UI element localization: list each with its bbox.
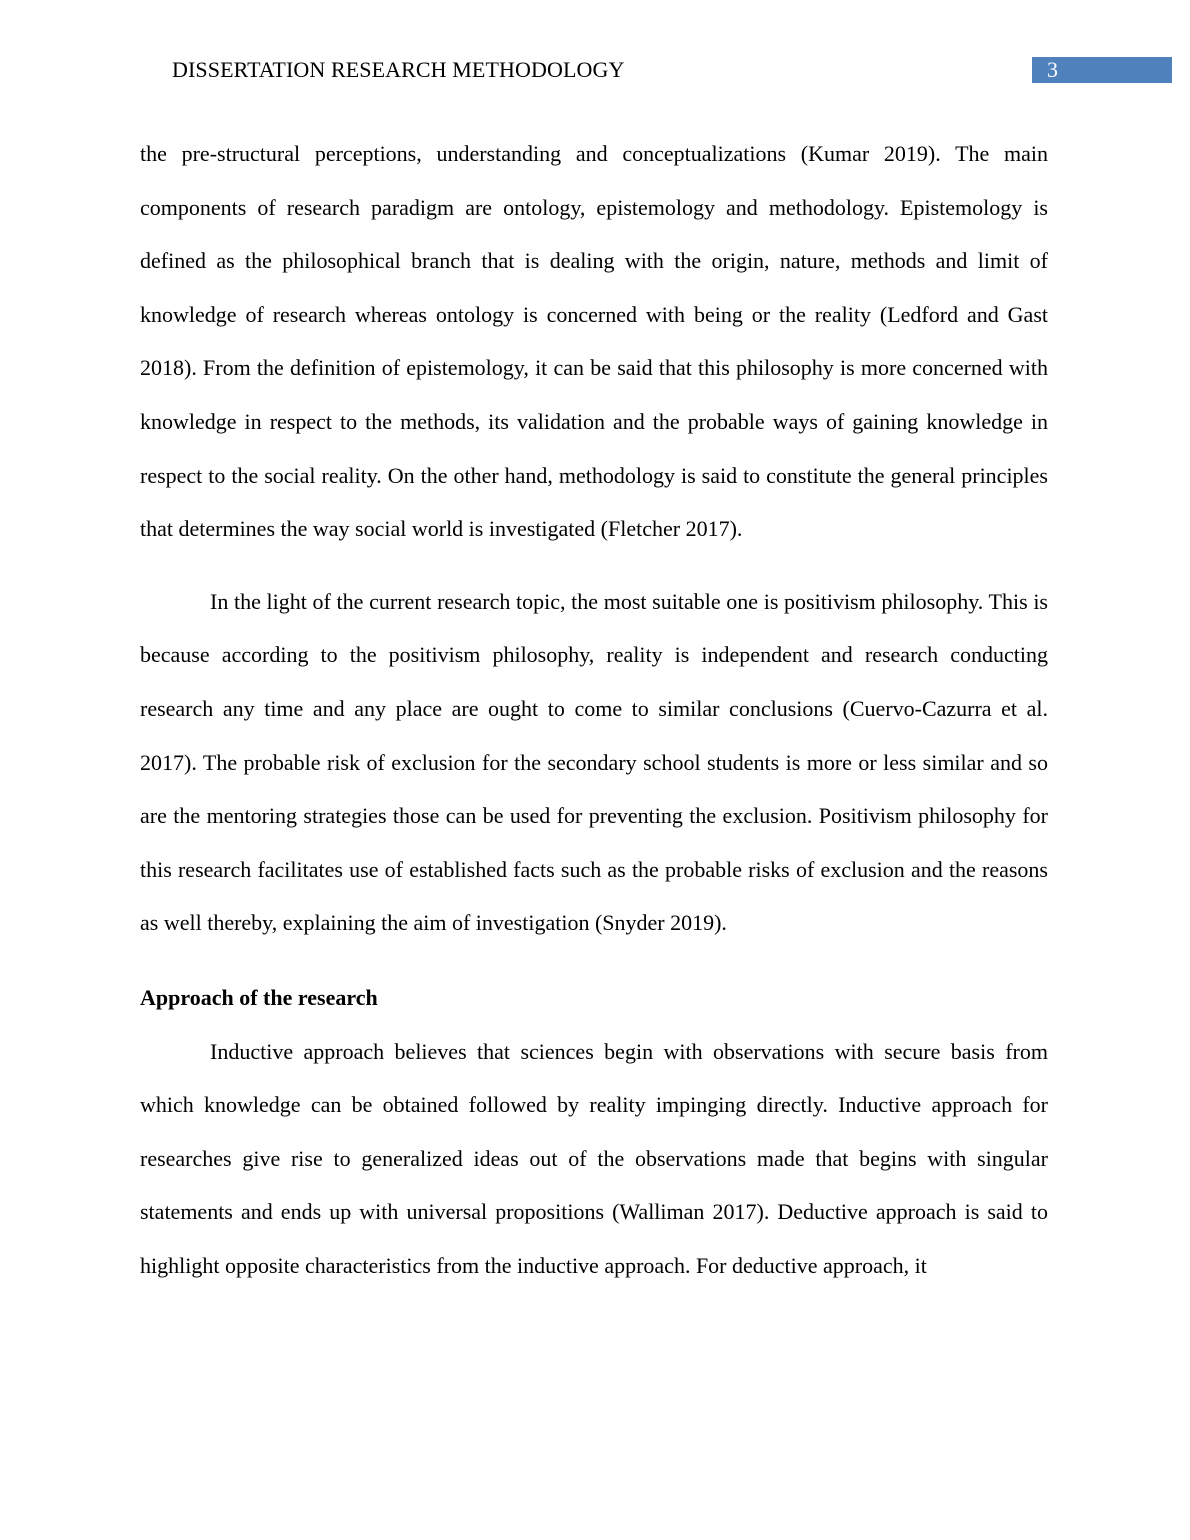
body-paragraph-2: In the light of the current research topic, the most suitable one is positivism philosophy. This is because according to the positivism philosophy, reality is independent and research conducting research any time and any place are ought to come to similar conclusions (Cuervo-Cazurra et al. 2017). The probable risk of exclusion for the secondary school students is more or less similar and so are the mentoring strategies those can be used for preventing the exclusion. Positivism philosophy for this research facilitates use of established facts such as the probable risks of exclusion and the reasons as well thereby, explaining the aim of investigation (Snyder 2019). bbox=[140, 588, 1048, 936]
section-heading: Approach of the research bbox=[140, 984, 378, 1010]
page-header bbox=[0, 56, 1190, 84]
body-paragraph-3: Inductive approach believes that sciences begin with observations with secure basis from which knowledge can be obtained followed by reality impinging directly. Inductive approach for researches give rise to generalized ideas out of the observations made that begins with singular statements and ends up with universal propositions (Walliman 2017). Deductive approach is said to highlight opposite characteristics from the inductive approach. For deductive approach, it bbox=[140, 1038, 1048, 1278]
body-paragraph-1: the pre-structural perceptions, understanding and conceptualizations (Kumar 2019). The main components of research paradigm are ontology, epistemology and methodology. Epistemology is defined as the philosophical branch that is dealing with the origin, nature, methods and limit of knowledge of research whereas ontology is concerned with being or the reality (Ledford and Gast 2018). From the definition of epistemology, it can be said that this philosophy is more concerned with knowledge in respect to the methods, its validation and the probable ways of gaining knowledge in respect to the social reality. On the other hand, methodology is said to constitute the general principles that determines the way social world is investigated (Fletcher 2017). bbox=[140, 141, 1048, 542]
page-number: 3 bbox=[1047, 57, 1058, 82]
document-body bbox=[140, 127, 1048, 1292]
page-number-box bbox=[1032, 57, 1172, 83]
running-head-title: DISSERTATION RESEARCH METHODOLOGY bbox=[172, 57, 625, 82]
